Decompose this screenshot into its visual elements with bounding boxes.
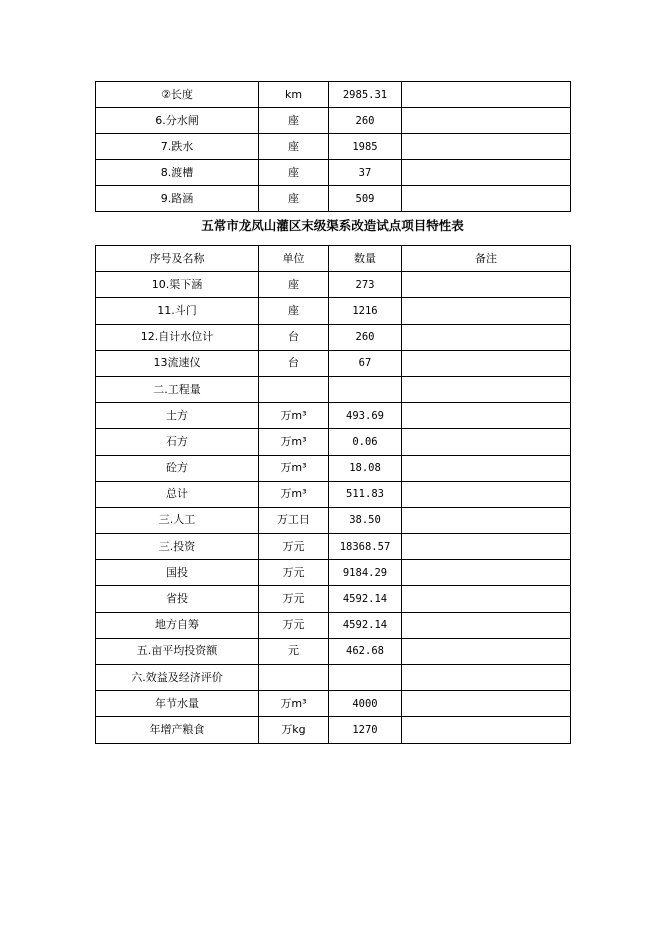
main-table-body (96, 246, 571, 744)
cell-qty: 511.83 (329, 481, 402, 507)
table-row (96, 186, 571, 212)
cell-unit: 万元 (259, 560, 329, 586)
cell-note (402, 376, 571, 402)
cell-note (402, 134, 571, 160)
cell-qty: 2985.31 (329, 82, 402, 108)
cell-unit: 万元 (259, 586, 329, 612)
cell-unit: 元 (259, 638, 329, 664)
cell-qty: 273 (329, 272, 402, 298)
cell-unit: 座 (259, 134, 329, 160)
cell-note (402, 586, 571, 612)
table-row (96, 429, 571, 455)
cell-name: 石方 (96, 429, 259, 455)
cell-unit: 万m³ (259, 691, 329, 717)
cell-qty: 18.08 (329, 455, 402, 481)
table-row (96, 481, 571, 507)
cell-name: 年节水量 (96, 691, 259, 717)
cell-name: 总计 (96, 481, 259, 507)
cell-name: 地方自筹 (96, 612, 259, 638)
cell-unit (259, 665, 329, 691)
cell-unit: 座 (259, 108, 329, 134)
cell-qty: 4000 (329, 691, 402, 717)
table-row (96, 82, 571, 108)
cell-qty: 67 (329, 350, 402, 376)
top-table (95, 81, 571, 212)
cell-note (402, 560, 571, 586)
cell-unit: 万kg (259, 717, 329, 743)
cell-note (402, 186, 571, 212)
cell-unit: 台 (259, 350, 329, 376)
table-row (96, 403, 571, 429)
table-row (96, 612, 571, 638)
cell-qty: 4592.14 (329, 612, 402, 638)
cell-name: 砼方 (96, 455, 259, 481)
cell-name: 六.效益及经济评价 (96, 665, 259, 691)
cell-qty: 260 (329, 108, 402, 134)
header-name: 序号及名称 (96, 246, 259, 272)
header-qty: 数量 (329, 246, 402, 272)
cell-name: 国投 (96, 560, 259, 586)
table-row (96, 507, 571, 533)
cell-name: 三.人工 (96, 507, 259, 533)
cell-unit: 座 (259, 186, 329, 212)
cell-name: 二.工程量 (96, 376, 259, 402)
table-row (96, 534, 571, 560)
cell-unit: km (259, 82, 329, 108)
cell-note (402, 82, 571, 108)
table-row (96, 691, 571, 717)
cell-note (402, 665, 571, 691)
cell-unit: 万m³ (259, 429, 329, 455)
cell-note (402, 638, 571, 664)
cell-unit: 万m³ (259, 455, 329, 481)
cell-note (402, 298, 571, 324)
header-row (96, 246, 571, 272)
cell-qty: 1270 (329, 717, 402, 743)
cell-unit: 座 (259, 160, 329, 186)
cell-qty (329, 376, 402, 402)
cell-note (402, 717, 571, 743)
cell-note (402, 534, 571, 560)
cell-unit: 万元 (259, 534, 329, 560)
cell-note (402, 691, 571, 717)
cell-note (402, 108, 571, 134)
cell-unit: 万m³ (259, 481, 329, 507)
cell-name: 省投 (96, 586, 259, 612)
table-row (96, 560, 571, 586)
table-title: 五常市龙凤山灌区末级渠系改造试点项目特性表 (201, 218, 464, 233)
cell-name: 7.跌水 (96, 134, 259, 160)
cell-qty: 38.50 (329, 507, 402, 533)
cell-name: 五.亩平均投资额 (96, 638, 259, 664)
cell-qty: 18368.57 (329, 534, 402, 560)
top-table-body (96, 82, 571, 212)
table-row (96, 134, 571, 160)
table-row (96, 586, 571, 612)
cell-note (402, 507, 571, 533)
table-row (96, 717, 571, 743)
cell-note (402, 455, 571, 481)
cell-note (402, 403, 571, 429)
cell-qty: 462.68 (329, 638, 402, 664)
table-row (96, 298, 571, 324)
cell-qty: 493.69 (329, 403, 402, 429)
cell-name: 12.自计水位计 (96, 324, 259, 350)
cell-qty: 9184.29 (329, 560, 402, 586)
cell-note (402, 612, 571, 638)
cell-unit: 座 (259, 272, 329, 298)
cell-unit: 座 (259, 298, 329, 324)
cell-unit: 万m³ (259, 403, 329, 429)
table-row (96, 160, 571, 186)
cell-note (402, 429, 571, 455)
cell-qty: 260 (329, 324, 402, 350)
cell-note (402, 160, 571, 186)
cell-qty (329, 665, 402, 691)
cell-unit: 台 (259, 324, 329, 350)
table-row (96, 376, 571, 402)
cell-name: 8.渡槽 (96, 160, 259, 186)
main-table (95, 245, 571, 744)
cell-qty: 37 (329, 160, 402, 186)
table-row (96, 108, 571, 134)
table-row (96, 324, 571, 350)
table-row (96, 272, 571, 298)
table-row (96, 350, 571, 376)
cell-note (402, 272, 571, 298)
cell-qty: 0.06 (329, 429, 402, 455)
cell-qty: 1985 (329, 134, 402, 160)
header-note: 备注 (402, 246, 571, 272)
table-row (96, 638, 571, 664)
cell-unit: 万元 (259, 612, 329, 638)
cell-name: 11.斗门 (96, 298, 259, 324)
cell-qty: 509 (329, 186, 402, 212)
cell-unit (259, 376, 329, 402)
header-unit: 单位 (259, 246, 329, 272)
cell-name: 年增产粮食 (96, 717, 259, 743)
cell-name: 13流速仪 (96, 350, 259, 376)
cell-qty: 4592.14 (329, 586, 402, 612)
cell-note (402, 324, 571, 350)
cell-name: 土方 (96, 403, 259, 429)
cell-name: ②长度 (96, 82, 259, 108)
cell-note (402, 350, 571, 376)
cell-note (402, 481, 571, 507)
table-row (96, 455, 571, 481)
cell-qty: 1216 (329, 298, 402, 324)
cell-name: 三.投资 (96, 534, 259, 560)
table-row (96, 665, 571, 691)
cell-name: 9.路涵 (96, 186, 259, 212)
cell-unit: 万工日 (259, 507, 329, 533)
cell-name: 6.分水闸 (96, 108, 259, 134)
cell-name: 10.渠下涵 (96, 272, 259, 298)
